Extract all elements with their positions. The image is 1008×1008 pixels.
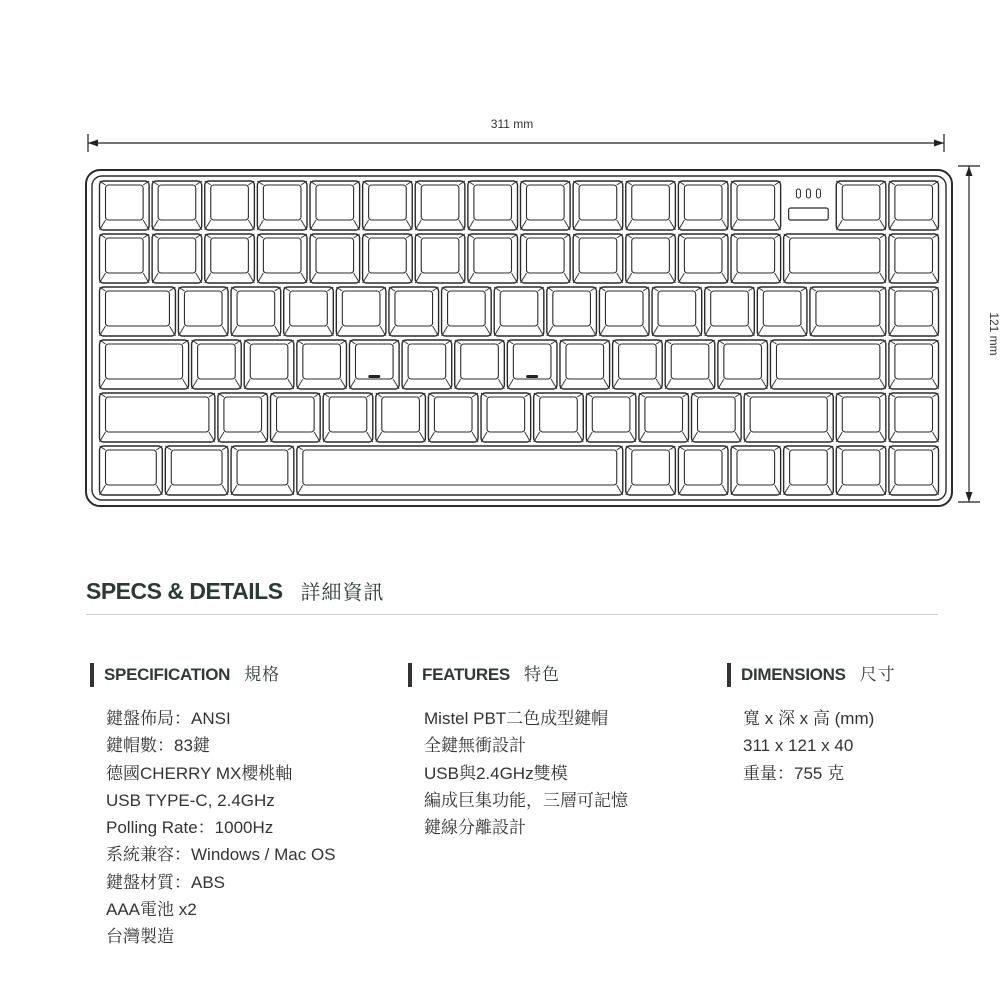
key — [100, 446, 163, 495]
key — [178, 287, 228, 336]
list-item: 德國CHERRY MX櫻桃軸 — [106, 763, 293, 783]
key — [836, 181, 886, 230]
list-item: 全鍵無衝設計 — [424, 736, 526, 756]
width-dimension — [88, 117, 944, 152]
dimensions-title-en: DIMENSIONS — [741, 665, 846, 684]
key — [573, 181, 623, 230]
key — [152, 234, 202, 283]
key — [784, 234, 886, 283]
key — [389, 287, 439, 336]
key — [521, 181, 571, 230]
key — [310, 234, 360, 283]
specification-title-cn: 規格 — [244, 665, 281, 684]
key — [100, 234, 150, 283]
dimensions-list — [727, 705, 896, 787]
key — [323, 393, 373, 442]
key — [415, 234, 465, 283]
key — [639, 393, 689, 442]
features-title-en: FEATURES — [422, 665, 510, 684]
homing-bump — [368, 375, 380, 378]
key — [678, 446, 728, 495]
list-item: 鍵線分離設計 — [424, 818, 526, 838]
list-item: 鍵盤材質：ABS — [106, 872, 226, 892]
key — [100, 393, 215, 442]
key — [257, 234, 307, 283]
key — [376, 393, 426, 442]
key — [889, 446, 939, 495]
list-item: USB TYPE-C, 2.4GHz — [106, 790, 275, 810]
key — [310, 181, 360, 230]
key — [784, 446, 834, 495]
list-item: 編成巨集功能，三層可記憶 — [424, 790, 628, 810]
dimensions-column — [727, 663, 896, 787]
features-list — [408, 705, 628, 841]
key — [836, 393, 886, 442]
specs-title-cn: 詳細資訊 — [300, 582, 385, 604]
key — [336, 287, 386, 336]
key — [297, 446, 623, 495]
key — [731, 181, 781, 230]
list-item: 台灣製造 — [106, 927, 174, 947]
depth-label: 121 mm — [987, 312, 1001, 356]
key — [100, 287, 176, 336]
key — [415, 181, 465, 230]
key — [889, 340, 939, 389]
key — [284, 287, 334, 336]
list-item: 重量：755 克 — [743, 763, 845, 783]
key — [731, 446, 781, 495]
key — [231, 287, 281, 336]
features-title-cn: 特色 — [523, 665, 560, 684]
key — [547, 287, 597, 336]
specification-heading — [90, 663, 336, 687]
key — [165, 446, 228, 495]
key — [218, 393, 268, 442]
key — [152, 181, 202, 230]
list-item: 寬 x 深 x 高 (mm) — [743, 709, 875, 728]
features-column — [408, 663, 628, 841]
key — [442, 287, 492, 336]
key — [402, 340, 452, 389]
dimensions-heading — [727, 663, 896, 687]
key — [889, 393, 939, 442]
key — [297, 340, 347, 389]
features-heading — [408, 663, 628, 687]
key — [599, 287, 649, 336]
list-item: 鍵盤佈局：ANSI — [106, 709, 231, 728]
key — [889, 181, 939, 230]
key — [678, 234, 728, 283]
key — [836, 446, 886, 495]
key — [481, 393, 531, 442]
indicator-panel — [783, 180, 835, 231]
depth-dimension — [958, 166, 1001, 502]
list-item: USB與2.4GHz雙模 — [424, 763, 568, 783]
specification-title-en: SPECIFICATION — [104, 665, 231, 684]
list-item: 311 x 121 x 40 — [743, 736, 854, 756]
key — [573, 234, 623, 283]
key — [744, 393, 833, 442]
key — [428, 393, 478, 442]
specification-column — [90, 663, 336, 951]
key — [205, 181, 255, 230]
key — [626, 181, 676, 230]
specs-title-en: SPECS & DETAILS — [86, 578, 283, 604]
key — [586, 393, 636, 442]
key — [626, 446, 676, 495]
key — [560, 340, 610, 389]
key — [613, 340, 663, 389]
key — [468, 181, 518, 230]
key — [757, 287, 807, 336]
key — [205, 234, 255, 283]
list-item: Polling Rate：1000Hz — [106, 818, 274, 838]
key — [534, 393, 584, 442]
list-item: Mistel PBT二色成型鍵帽 — [424, 709, 609, 728]
key — [363, 181, 413, 230]
key — [692, 393, 742, 442]
specification-list — [90, 705, 336, 951]
key — [100, 181, 150, 230]
width-label: 311 mm — [490, 117, 534, 131]
list-item: 系統兼容：Windows / Mac OS — [106, 845, 336, 865]
key — [257, 181, 307, 230]
key — [626, 234, 676, 283]
key — [192, 340, 242, 389]
key — [705, 287, 755, 336]
key — [100, 340, 189, 389]
key — [244, 340, 294, 389]
key — [718, 340, 768, 389]
key — [665, 340, 715, 389]
key — [494, 287, 544, 336]
key — [889, 287, 939, 336]
key — [468, 234, 518, 283]
key — [889, 234, 939, 283]
key — [810, 287, 886, 336]
key — [231, 446, 294, 495]
key — [349, 340, 399, 389]
list-item: 鍵帽數：83鍵 — [106, 736, 210, 756]
key — [678, 181, 728, 230]
key — [731, 234, 781, 283]
divider — [86, 614, 938, 615]
key — [363, 234, 413, 283]
dimensions-title-cn: 尺寸 — [859, 665, 896, 684]
list-item: AAA電池 x2 — [106, 900, 197, 920]
key — [507, 340, 557, 389]
key — [521, 234, 571, 283]
key — [652, 287, 702, 336]
specs-heading — [86, 576, 385, 605]
key — [271, 393, 321, 442]
key — [770, 340, 885, 389]
key — [455, 340, 505, 389]
homing-bump — [526, 375, 538, 378]
